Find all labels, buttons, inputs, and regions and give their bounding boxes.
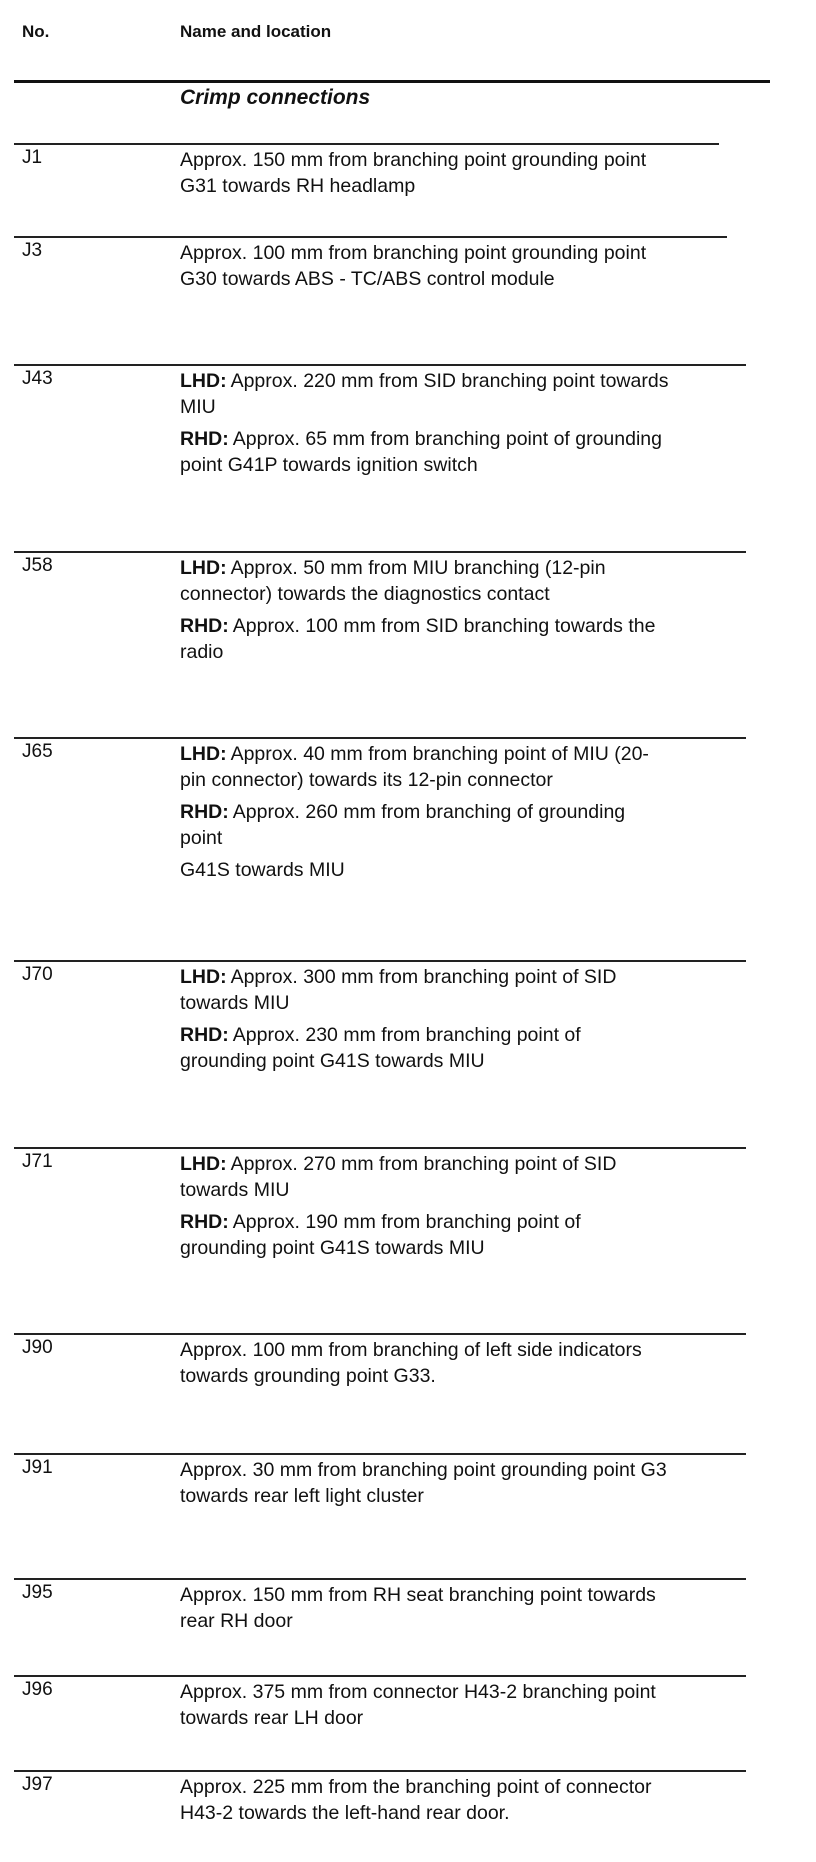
- drive-side-label: RHD:: [180, 428, 229, 450]
- entry-paragraph: [180, 613, 670, 665]
- entry-id: J58: [22, 555, 53, 576]
- entry-text: Approx. 150 mm from RH seat branching point towards rear RH door: [180, 1584, 656, 1632]
- entry-text: Approx. 150 mm from branching point grounding point G31 towards RH headlamp: [180, 149, 647, 197]
- entry-paragraph: [180, 799, 670, 851]
- entry-text: G41S towards MIU: [180, 859, 345, 881]
- entry-paragraph: [180, 368, 670, 420]
- header-divider: [14, 80, 770, 83]
- entry-description: [180, 964, 670, 1080]
- entry-description: [180, 1679, 670, 1737]
- drive-side-label: RHD:: [180, 801, 229, 823]
- entry-paragraph: [180, 1457, 670, 1509]
- drive-side-label: LHD:: [180, 966, 227, 988]
- entry-id: J96: [22, 1679, 53, 1700]
- column-header-no: No.: [22, 22, 50, 41]
- drive-side-label: LHD:: [180, 743, 227, 765]
- entry-text: Approx. 40 mm from branching point of MIU (20-pin connector) towards its 12-pin connector: [180, 743, 649, 791]
- entry-text: Approx. 30 mm from branching point grounding point G3 towards rear left light cluster: [180, 1459, 667, 1507]
- entry-text: Approx. 260 mm from branching of grounding point: [180, 801, 626, 849]
- entry-id: J95: [22, 1582, 53, 1603]
- row-divider: [14, 1333, 746, 1335]
- drive-side-label: RHD:: [180, 1211, 229, 1233]
- entry-paragraph: [180, 426, 670, 478]
- drive-side-label: LHD:: [180, 557, 227, 579]
- drive-side-label: LHD:: [180, 370, 227, 392]
- entry-description: [180, 368, 670, 484]
- section-title: Crimp connections: [180, 86, 371, 109]
- entry-description: [180, 240, 670, 298]
- entry-paragraph: [180, 1679, 670, 1731]
- entry-text: Approx. 300 mm from branching point of SID towards MIU: [180, 966, 617, 1014]
- entry-paragraph: [180, 1209, 670, 1261]
- entry-description: [180, 147, 670, 205]
- entry-description: [180, 1457, 670, 1515]
- entry-paragraph: [180, 1151, 670, 1203]
- entry-description: [180, 741, 670, 889]
- row-divider: [14, 1453, 746, 1455]
- entry-paragraph: [180, 1582, 670, 1634]
- entry-id: J90: [22, 1337, 53, 1358]
- entry-description: [180, 1337, 670, 1395]
- entry-paragraph: [180, 555, 670, 607]
- drive-side-label: LHD:: [180, 1153, 227, 1175]
- column-header-name: Name and location: [180, 22, 332, 41]
- entry-text: Approx. 270 mm from branching point of SID towards MIU: [180, 1153, 617, 1201]
- entry-text: Approx. 100 mm from branching of left side indicators towards grounding point G33.: [180, 1339, 642, 1387]
- entry-id: J91: [22, 1457, 53, 1478]
- entry-paragraph: [180, 1022, 670, 1074]
- entry-text: Approx. 375 mm from connector H43-2 branching point towards rear LH door: [180, 1681, 656, 1729]
- entry-paragraph: [180, 240, 670, 292]
- entry-text: Approx. 225 mm from the branching point of connector H43-2 towards the left-hand rear door.: [180, 1776, 652, 1824]
- entry-text: Approx. 220 mm from SID branching point towards MIU: [180, 370, 669, 418]
- row-divider: [14, 1578, 746, 1580]
- entry-paragraph: [180, 964, 670, 1016]
- entry-description: [180, 555, 670, 671]
- entry-id: J70: [22, 964, 53, 985]
- row-divider: [14, 551, 746, 553]
- row-divider: [14, 236, 727, 238]
- entry-paragraph: [180, 741, 670, 793]
- entry-id: J43: [22, 368, 53, 389]
- row-divider: [14, 1147, 746, 1149]
- entry-text: Approx. 65 mm from branching point of grounding point G41P towards ignition switch: [180, 428, 662, 476]
- entry-description: [180, 1582, 670, 1640]
- row-divider: [14, 1675, 746, 1677]
- entry-id: J1: [22, 147, 43, 168]
- entry-id: J3: [22, 240, 43, 261]
- entry-description: [180, 1774, 670, 1832]
- drive-side-label: RHD:: [180, 1024, 229, 1046]
- entry-text: Approx. 190 mm from branching point of grounding point G41S towards MIU: [180, 1211, 581, 1259]
- entry-text: Approx. 50 mm from MIU branching (12-pin connector) towards the diagnostics contact: [180, 557, 606, 605]
- entry-paragraph: [180, 1774, 670, 1826]
- entry-paragraph: [180, 147, 670, 199]
- entry-paragraph: [180, 1337, 670, 1389]
- entry-id: J65: [22, 741, 53, 762]
- entry-description: [180, 1151, 670, 1267]
- drive-side-label: RHD:: [180, 615, 229, 637]
- row-divider: [14, 143, 719, 145]
- entry-text: Approx. 230 mm from branching point of grounding point G41S towards MIU: [180, 1024, 581, 1072]
- entry-text: Approx. 100 mm from SID branching towards the radio: [180, 615, 656, 663]
- row-divider: [14, 737, 746, 739]
- row-divider: [14, 1770, 746, 1772]
- entry-paragraph: [180, 857, 670, 883]
- entry-id: J71: [22, 1151, 53, 1172]
- entry-text: Approx. 100 mm from branching point grounding point G30 towards ABS - TC/ABS control module: [180, 242, 647, 290]
- row-divider: [14, 960, 746, 962]
- row-divider: [14, 364, 746, 366]
- entry-id: J97: [22, 1774, 53, 1795]
